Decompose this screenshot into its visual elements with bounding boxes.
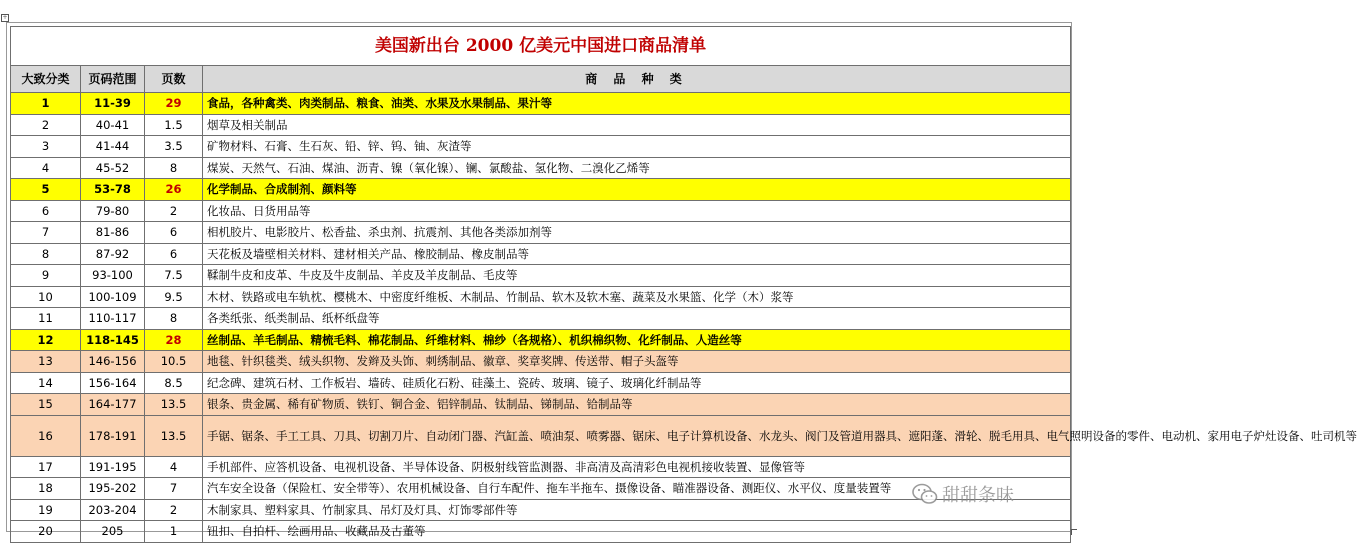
table-row [11, 157, 1071, 179]
cell-page-count: 10.5 [145, 351, 203, 373]
cell-page-range: 100-109 [81, 286, 145, 308]
table-row [11, 308, 1071, 330]
cell-page-count: 1.5 [145, 114, 203, 136]
cell-category: 14 [11, 372, 81, 394]
cell-category: 17 [11, 456, 81, 478]
cell-page-range: 11-39 [81, 93, 145, 115]
cell-category: 4 [11, 157, 81, 179]
cell-page-count: 9.5 [145, 286, 203, 308]
cell-page-range: 53-78 [81, 179, 145, 201]
cell-page-range: 45-52 [81, 157, 145, 179]
cell-goods: 各类纸张、纸类制品、纸杯纸盘等 [203, 308, 1071, 330]
table-row [11, 478, 1071, 500]
cell-category: 9 [11, 265, 81, 287]
table-row [11, 93, 1071, 115]
cell-page-count: 8 [145, 308, 203, 330]
table-body [11, 93, 1357, 543]
cell-goods: 纪念碑、建筑石材、工作板岩、墙砖、硅质化石粉、硅藻土、瓷砖、玻璃、镜子、玻璃化纤制品等 [203, 372, 1071, 394]
cell-page-range: 203-204 [81, 499, 145, 521]
cell-category: 10 [11, 286, 81, 308]
cell-category: 12 [11, 329, 81, 351]
cell-goods: 煤炭、天然气、石油、煤油、沥青、镍（氧化镍）、镧、氯酸盐、氢化物、二溴化乙烯等 [203, 157, 1071, 179]
cell-page-count: 8 [145, 157, 203, 179]
cell-page-count: 29 [145, 93, 203, 115]
cell-page-range: 81-86 [81, 222, 145, 244]
header-row [11, 66, 1071, 93]
cell-page-range: 146-156 [81, 351, 145, 373]
cell-goods: 地毯、针织毯类、绒头织物、发辫及头饰、刺绣制品、徽章、奖章奖牌、传送带、帽子头盔等 [203, 351, 1071, 373]
cell-page-range: 110-117 [81, 308, 145, 330]
table-row [11, 394, 1071, 416]
cell-goods: 天花板及墙壁相关材料、建材相关产品、橡胶制品、橡皮制品等 [203, 243, 1071, 265]
cell-goods: 手锯、锯条、手工工具、刀具、切割刀片、自动闭门器、汽缸盖、喷油泵、喷雾器、锯床、电子计算机设备、水龙头、阀门及管道用器具、遮阳蓬、滑轮、脱毛用具、电气照明设备的零件、电动机、家用电子炉灶设备、吐司机等 [203, 415, 1071, 456]
cell-category: 18 [11, 478, 81, 500]
cell-page-count: 6 [145, 222, 203, 244]
cell-category: 16 [11, 415, 81, 456]
cell-goods: 钮扣、自拍杆、绘画用品、收藏品及古董等 [203, 521, 1071, 543]
header-goods: 商 品 种 类 [203, 66, 1071, 93]
table-row [11, 329, 1071, 351]
table-row [11, 499, 1071, 521]
cell-goods: 化学制品、合成制剂、颜料等 [203, 179, 1071, 201]
goods-list-table [10, 26, 1357, 543]
cell-page-count: 2 [145, 499, 203, 521]
cell-goods: 化妆品、日货用品等 [203, 200, 1071, 222]
cell-page-count: 7.5 [145, 265, 203, 287]
cell-page-range: 41-44 [81, 136, 145, 158]
cell-category: 5 [11, 179, 81, 201]
cell-goods: 食品，各种禽类、肉类制品、粮食、油类、水果及水果制品、果汁等 [203, 93, 1071, 115]
cell-goods: 鞣制牛皮和皮革、牛皮及牛皮制品、羊皮及羊皮制品、毛皮等 [203, 265, 1071, 287]
table-corner-mark [1071, 529, 1077, 535]
cell-category: 8 [11, 243, 81, 265]
cell-category: 1 [11, 93, 81, 115]
table-anchor-icon: + [2, 14, 8, 21]
cell-goods: 丝制品、羊毛制品、精梳毛料、棉花制品、纤维材料、棉纱（各规格）、机织棉织物、化纤制品、人造丝等 [203, 329, 1071, 351]
cell-page-range: 40-41 [81, 114, 145, 136]
cell-goods: 矿物材料、石膏、生石灰、铅、锌、钨、铀、灰渣等 [203, 136, 1071, 158]
cell-goods: 烟草及相关制品 [203, 114, 1071, 136]
cell-category: 20 [11, 521, 81, 543]
cell-page-range: 87-92 [81, 243, 145, 265]
header-page-range: 页码范围 [81, 66, 145, 93]
table-row [11, 456, 1071, 478]
cell-category: 15 [11, 394, 81, 416]
cell-page-range: 195-202 [81, 478, 145, 500]
cell-page-range: 93-100 [81, 265, 145, 287]
cell-page-count: 6 [145, 243, 203, 265]
cell-category: 11 [11, 308, 81, 330]
cell-goods: 汽车安全设备（保险杠、安全带等）、农用机械设备、自行车配件、拖车半拖车、摄像设备、瞄准器设备、测距仪、水平仪、度量装置等 [203, 478, 1071, 500]
cell-category: 19 [11, 499, 81, 521]
cell-page-count: 26 [145, 179, 203, 201]
table-row [11, 179, 1071, 201]
cell-goods: 木制家具、塑料家具、竹制家具、吊灯及灯具、灯饰零部件等 [203, 499, 1071, 521]
cell-page-count: 3.5 [145, 136, 203, 158]
cell-page-range: 164-177 [81, 394, 145, 416]
cell-goods: 银条、贵金属、稀有矿物质、铁钉、铜合金、铝锌制品、钛制品、锑制品、铪制品等 [203, 394, 1071, 416]
table-row [11, 521, 1071, 543]
cell-page-range: 205 [81, 521, 145, 543]
cell-category: 6 [11, 200, 81, 222]
cell-category: 2 [11, 114, 81, 136]
table-title: 美国新出台 2000 亿美元中国进口商品清单 [11, 27, 1071, 66]
table-row [11, 243, 1071, 265]
table-row [11, 372, 1071, 394]
cell-page-count: 2 [145, 200, 203, 222]
cell-page-count: 13.5 [145, 394, 203, 416]
cell-goods: 手机部件、应答机设备、电视机设备、半导体设备、阴极射线管监测器、非高清及高清彩色电视机接收装置、显像管等 [203, 456, 1071, 478]
cell-page-count: 8.5 [145, 372, 203, 394]
header-page-count: 页数 [145, 66, 203, 93]
table-row [11, 222, 1071, 244]
cell-goods: 木材、铁路或电车轨枕、樱桃木、中密度纤维板、木制品、竹制品、软木及软木塞、蔬菜及水果篮、化学（木）浆等 [203, 286, 1071, 308]
cell-page-count: 4 [145, 456, 203, 478]
cell-category: 13 [11, 351, 81, 373]
table-row [11, 351, 1071, 373]
cell-page-count: 7 [145, 478, 203, 500]
header-category: 大致分类 [11, 66, 81, 93]
watermark-text: 甜甜条味 [942, 485, 1014, 506]
cell-page-range: 118-145 [81, 329, 145, 351]
table-row [11, 286, 1071, 308]
cell-goods: 相机胶片、电影胶片、松香盐、杀虫剂、抗震剂、其他各类添加剂等 [203, 222, 1071, 244]
table-row [11, 265, 1071, 287]
cell-page-range: 191-195 [81, 456, 145, 478]
table-row [11, 415, 1071, 456]
title-row [11, 27, 1071, 66]
cell-page-range: 178-191 [81, 415, 145, 456]
cell-page-count: 28 [145, 329, 203, 351]
cell-category: 7 [11, 222, 81, 244]
cell-category: 3 [11, 136, 81, 158]
table-row [11, 200, 1071, 222]
table-row [11, 136, 1071, 158]
cell-page-count: 13.5 [145, 415, 203, 456]
cell-page-range: 79-80 [81, 200, 145, 222]
cell-page-count: 1 [145, 521, 203, 543]
table-row [11, 114, 1071, 136]
cell-page-range: 156-164 [81, 372, 145, 394]
